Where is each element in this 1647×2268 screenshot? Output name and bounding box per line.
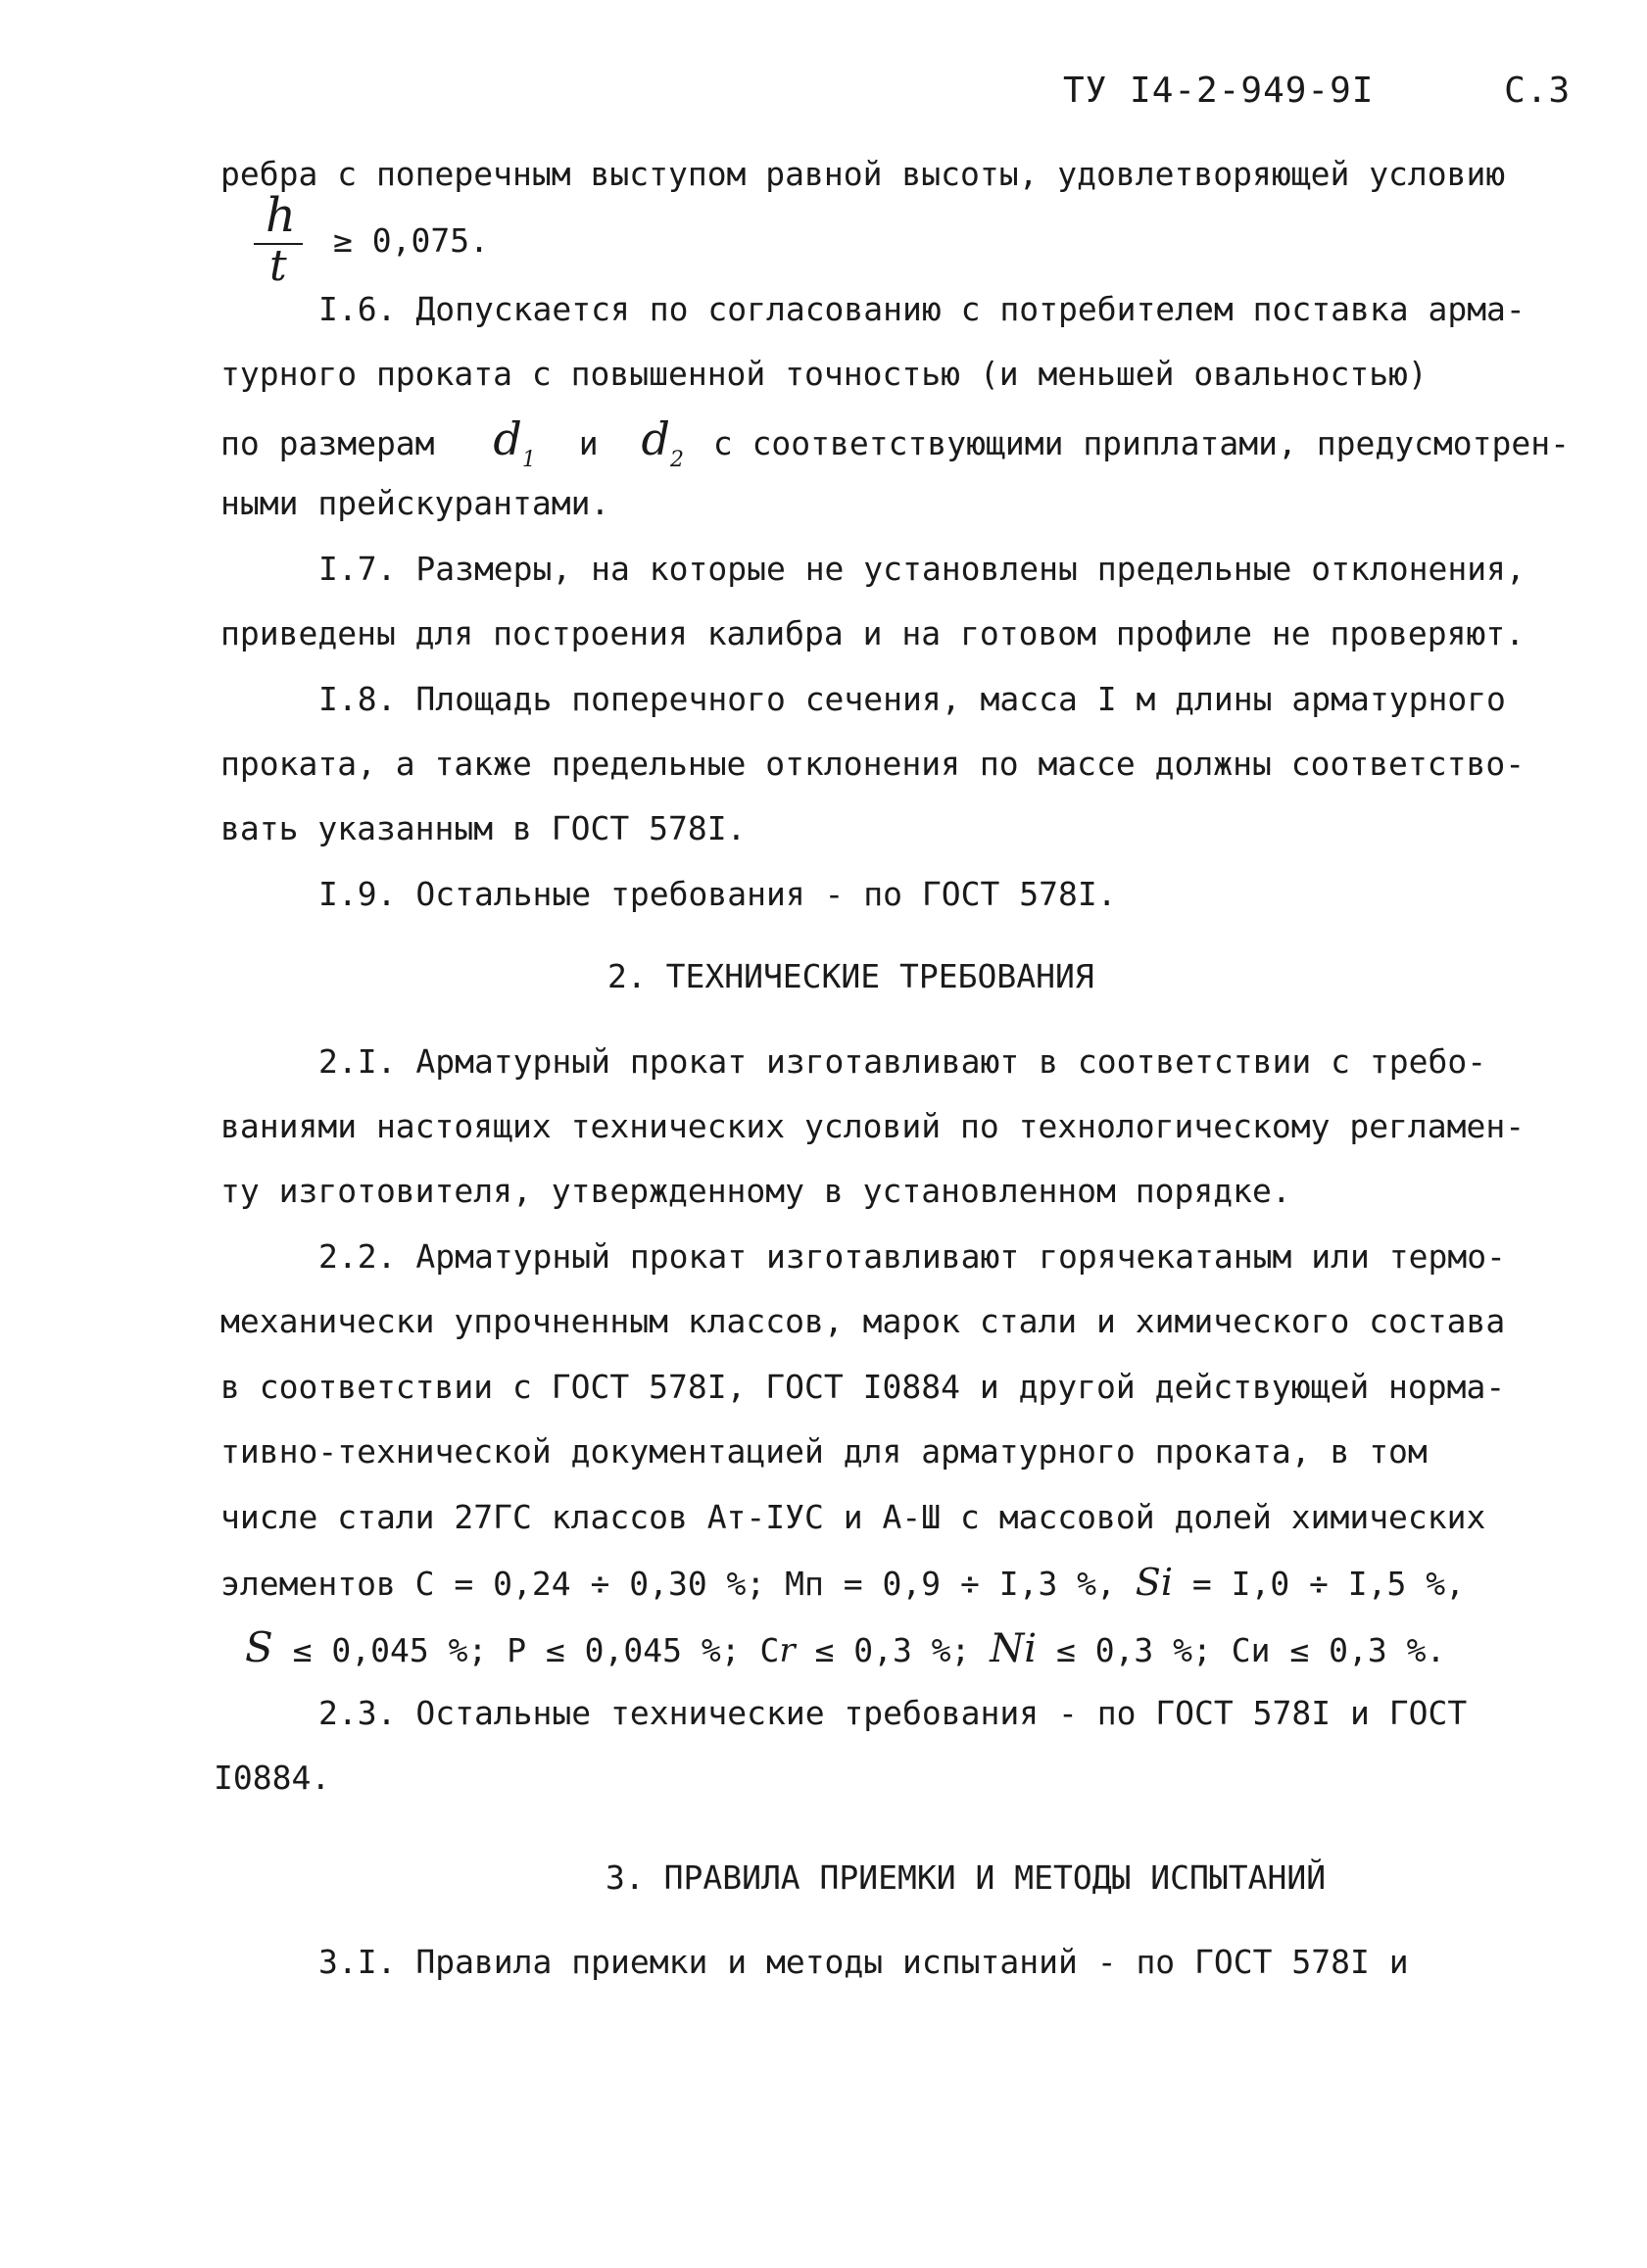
text-line: механически упрочненным классов, марок стали и химического состава — [220, 1302, 1506, 1340]
symbol-s: S — [245, 1623, 273, 1671]
text-line-sizes — [220, 412, 1571, 480]
text-line: ваниями настоящих технических условий по технологическому регламен- — [220, 1107, 1526, 1145]
chemical-composition-line-2 — [245, 1623, 1446, 1671]
text-fragment: по размерам — [220, 424, 435, 462]
text-line: ту изготовителя, утвержденному в установленном порядке. — [220, 1172, 1291, 1210]
fraction-numerator: h — [266, 188, 296, 243]
text-fragment: элементов С = 0,24 ÷ 0,30 %; Мп = 0,9 ÷ I,3 %, — [220, 1565, 1116, 1603]
symbol-ni: Ni — [990, 1626, 1038, 1671]
symbol-d: d — [493, 412, 522, 465]
subscript: 1 — [521, 448, 536, 472]
text-fragment: и — [578, 424, 599, 462]
symbol-d: d — [641, 412, 670, 465]
text-line: числе стали 27ГС классов Ат-IУС и А-Ш с массовой долей химических — [220, 1498, 1486, 1536]
text-line: тивно-технической документацией для арматурного проката, в том — [220, 1432, 1428, 1471]
document-code: ТУ I4-2-949-9I — [1063, 71, 1375, 111]
paragraph-1-6-start: I.6. Допускается по согласованию с потребителем поставка арма- — [318, 290, 1526, 328]
symbol-d1 — [493, 412, 536, 472]
symbol-r: r — [779, 1631, 796, 1670]
text-fragment: = I,0 ÷ I,5 %, — [1172, 1565, 1465, 1603]
section-heading-2: 2. ТЕХНИЧЕСКИЕ ТРЕБОВАНИЯ — [607, 957, 1094, 995]
page-number: С.3 — [1504, 71, 1572, 111]
text-fragment: ≤ 0,045 %; Р ≤ 0,045 %; С — [272, 1631, 780, 1669]
text-line: вать указанным в ГОСТ 578I. — [220, 809, 747, 847]
symbol-d2 — [641, 412, 684, 472]
text-fragment: с соответствующими приплатами, предусмотрен- — [712, 424, 1571, 462]
paragraph-2-3-start: 2.3. Остальные технические требования - по ГОСТ 578I и ГОСТ — [318, 1694, 1468, 1732]
chemical-composition-line-1 — [220, 1563, 1465, 1604]
ratio-fraction — [250, 188, 309, 291]
paragraph-1-7-start: I.7. Размеры, на которые не установлены предельные отклонения, — [318, 550, 1526, 588]
text-line: ными прейскурантами. — [220, 484, 610, 522]
text-line: проката, а также предельные отклонения по массе должны соответство- — [220, 745, 1526, 783]
fraction-denominator: t — [269, 241, 287, 291]
subscript: 2 — [669, 448, 684, 472]
text-line: в соответствии с ГОСТ 578I, ГОСТ I0884 и другой действующей норма- — [220, 1368, 1506, 1406]
paragraph-2-2-start: 2.2. Арматурный прокат изготавливают горячекатаным или термо- — [318, 1237, 1506, 1276]
page-header — [1063, 71, 1571, 111]
paragraph-1-8-start: I.8. Площадь поперечного сечения, масса I м длины арматурного — [318, 680, 1506, 718]
text-line: турного проката с повышенной точностью (и меньшей овальностью) — [220, 355, 1428, 393]
text-fragment: ≤ 0,3 %; — [795, 1631, 971, 1669]
text-line: ребра с поперечным выступом равной высоты, удовлетворяющей условию — [220, 155, 1506, 193]
section-heading-3: 3. ПРАВИЛА ПРИЕМКИ И МЕТОДЫ ИСПЫТАНИЙ — [606, 1858, 1327, 1897]
paragraph-2-1-start: 2.I. Арматурный прокат изготавливают в соответствии с требо- — [318, 1042, 1487, 1081]
symbol-si: Si — [1135, 1561, 1173, 1604]
paragraph-1-9: I.9. Остальные требования - по ГОСТ 578I. — [318, 875, 1117, 913]
text-line: приведены для построения калибра и на готовом профиле не проверяют. — [220, 614, 1526, 652]
text-line: I0884. — [214, 1759, 331, 1797]
fraction-relation: ≥ 0,075. — [333, 221, 489, 260]
text-fragment: ≤ 0,3 %; Си ≤ 0,3 %. — [1037, 1631, 1446, 1669]
paragraph-3-1-start: 3.I. Правила приемки и методы испытаний - по ГОСТ 578I и — [318, 1943, 1409, 1981]
